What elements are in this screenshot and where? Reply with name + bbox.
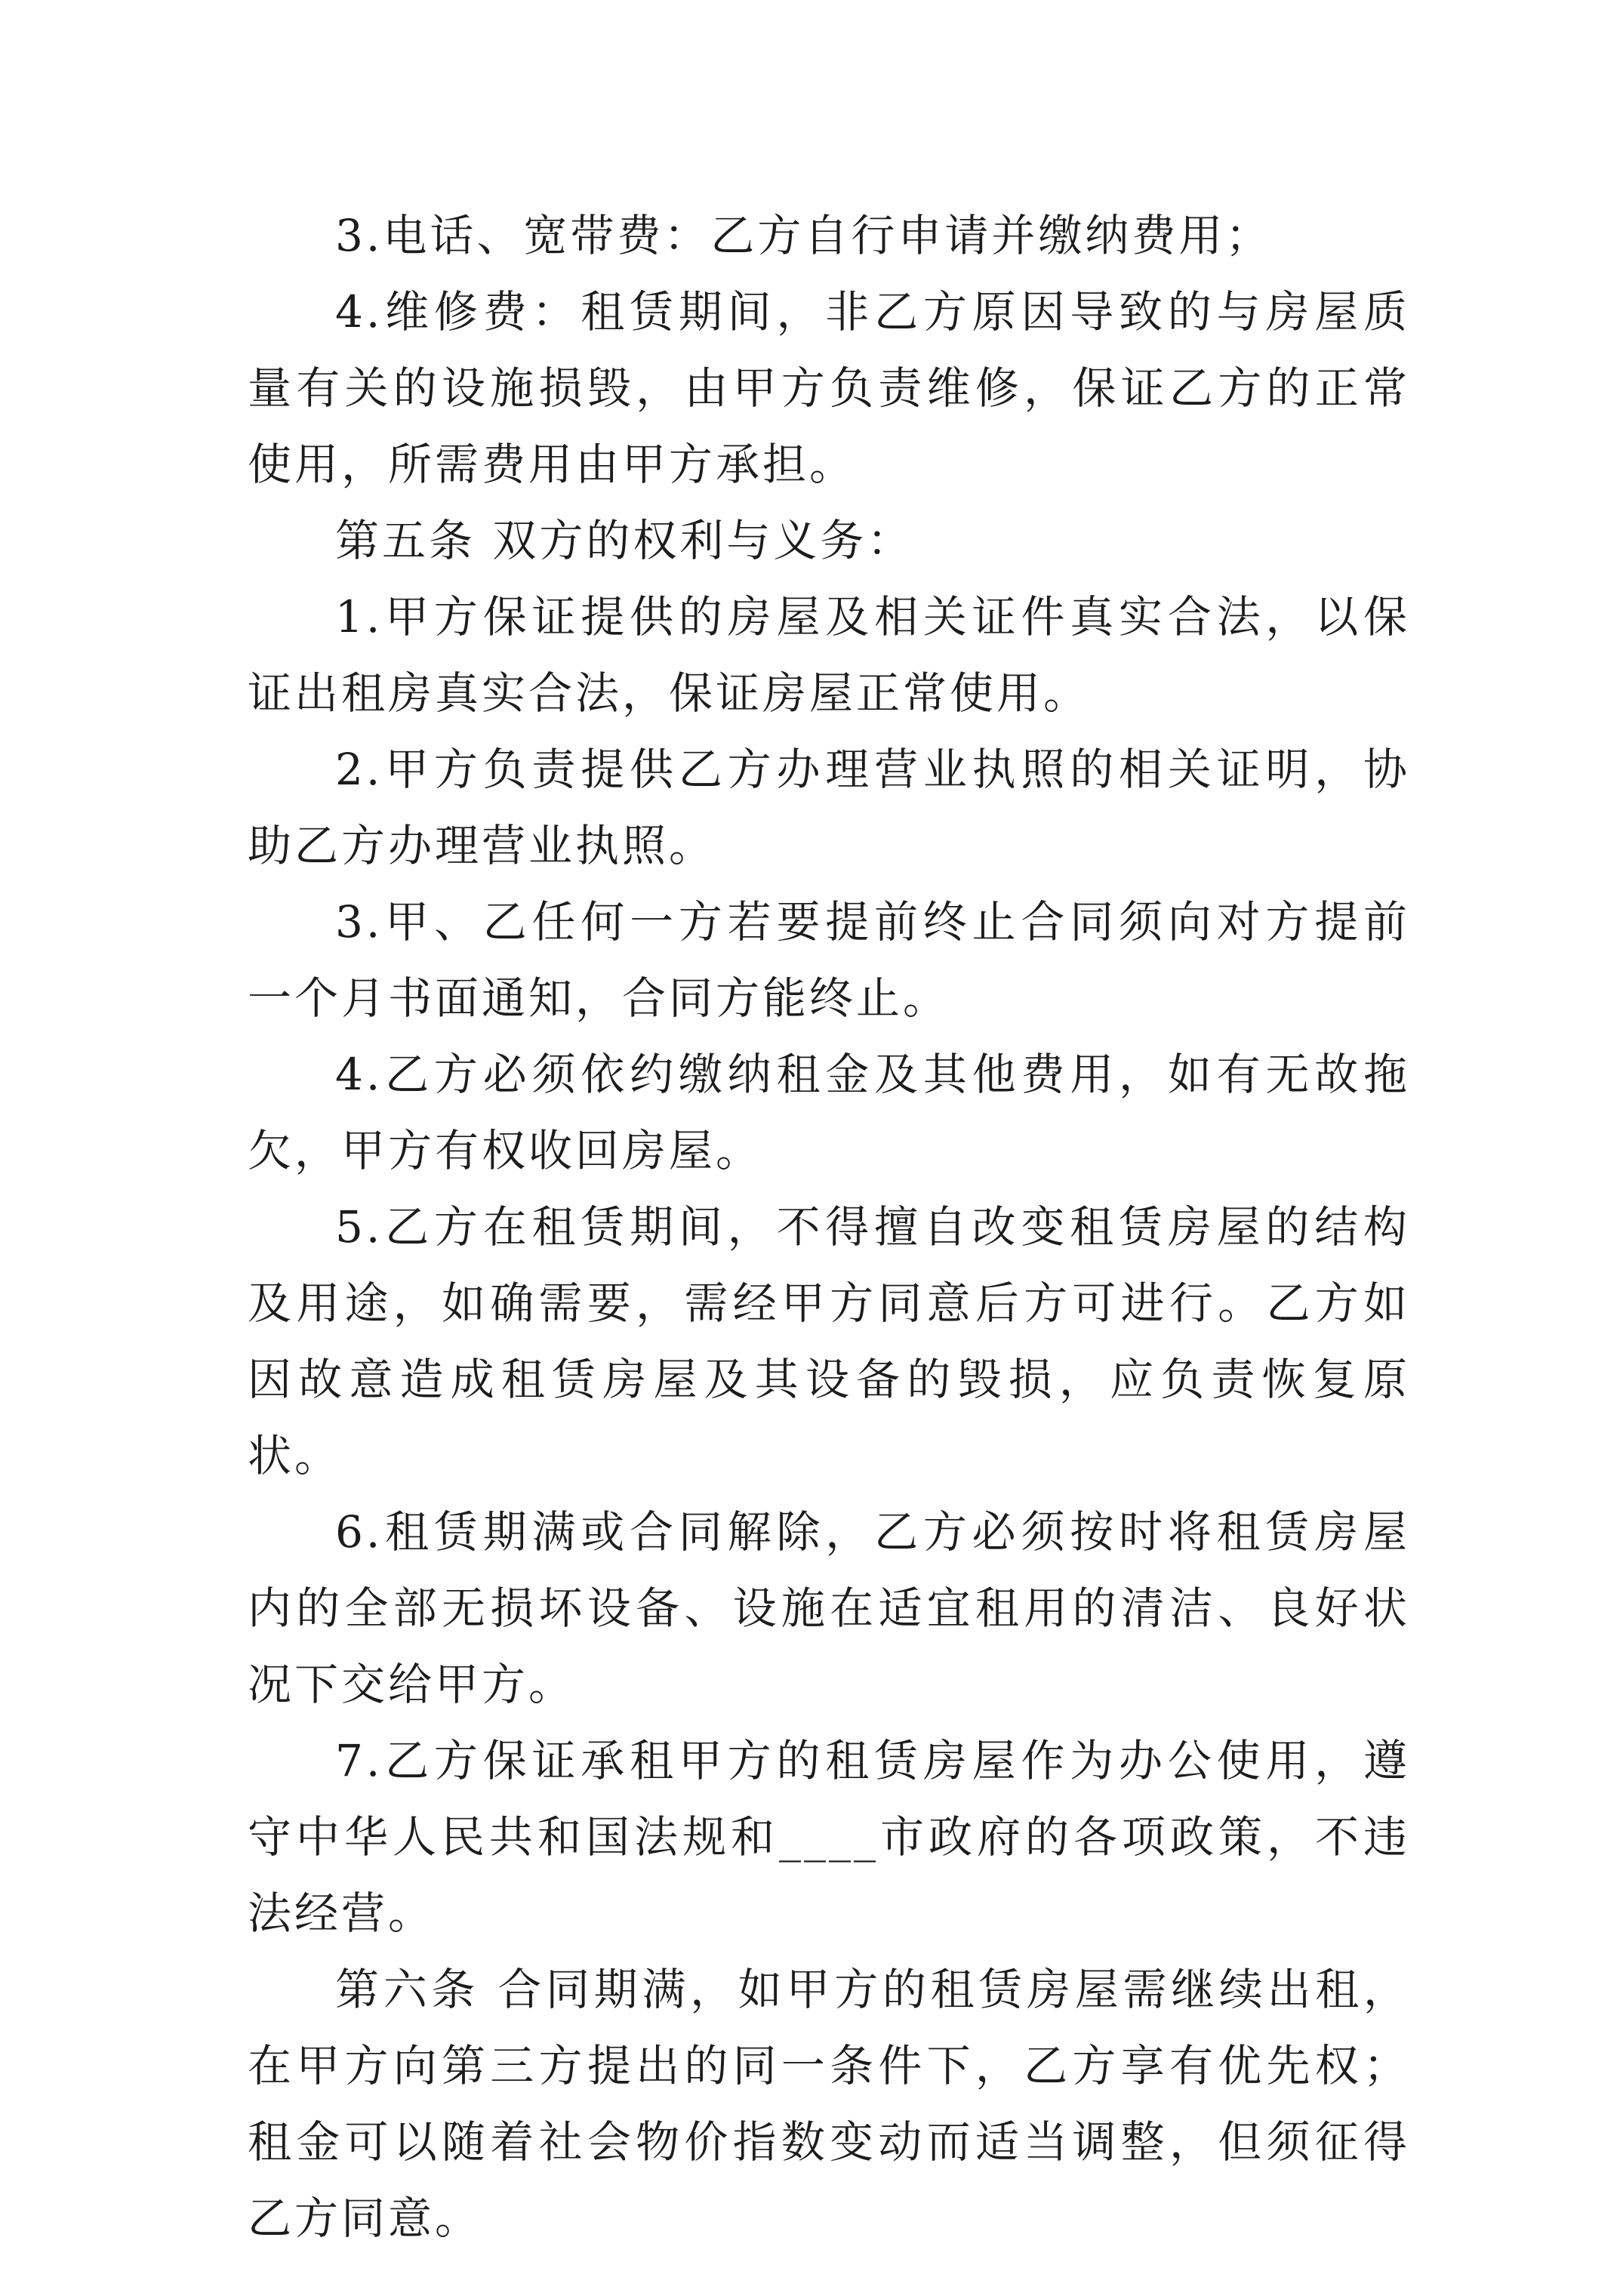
contract-body — [248, 198, 1410, 2257]
paragraph-article-5-item-1: 1.甲方保证提供的房屋及相关证件真实合法，以保证出租房真实合法，保证房屋正常使用。 — [248, 591, 1410, 719]
paragraph-article-5-item-3: 3.甲、乙任何一方若要提前终止合同须向对方提前一个月书面通知，合同方能终止。 — [248, 896, 1410, 1024]
paragraph-maintenance-fee: 4.维修费：租赁期间，非乙方原因导致的与房屋质量有关的设施损毁，由甲方负责维修，保证乙方的正常使用，所需费用由甲方承担。 — [248, 286, 1410, 490]
article-5-heading: 第五条 双方的权利与义务： — [335, 515, 914, 566]
paragraph-article-5-item-6: 6.租赁期满或合同解除，乙方必须按时将租赁房屋内的全部无损坏设备、设施在适宜租用的清洁、良好状况下交给甲方。 — [248, 1506, 1410, 1710]
paragraph-article-5-item-7: 7.乙方保证承租甲方的租赁房屋作为办公使用，遵守中华人民共和国法规和____市政府的各项政策，不违法经营。 — [248, 1735, 1410, 1939]
paragraph-article-5-item-5: 5.乙方在租赁期间，不得擅自改变租赁房屋的结构及用途，如确需要，需经甲方同意后方可进行。乙方如因故意造成租赁房屋及其设备的毁损，应负责恢复原状。 — [248, 1201, 1410, 1481]
paragraph-article-5-item-4: 4.乙方必须依约缴纳租金及其他费用，如有无故拖欠，甲方有权收回房屋。 — [248, 1049, 1410, 1176]
paragraph-article-5-item-2: 2.甲方负责提供乙方办理营业执照的相关证明，协助乙方办理营业执照。 — [248, 744, 1410, 871]
paragraph-phone-broadband-fee: 3.电话、宽带费：乙方自行申请并缴纳费用； — [335, 210, 1273, 261]
paragraph-article-6: 第六条 合同期满，如甲方的租赁房屋需继续出租，在甲方向第三方提出的同一条件下，乙方享有优先权；租金可以随着社会物价指数变动而适当调整，但须征得乙方同意。 — [248, 1964, 1410, 2244]
